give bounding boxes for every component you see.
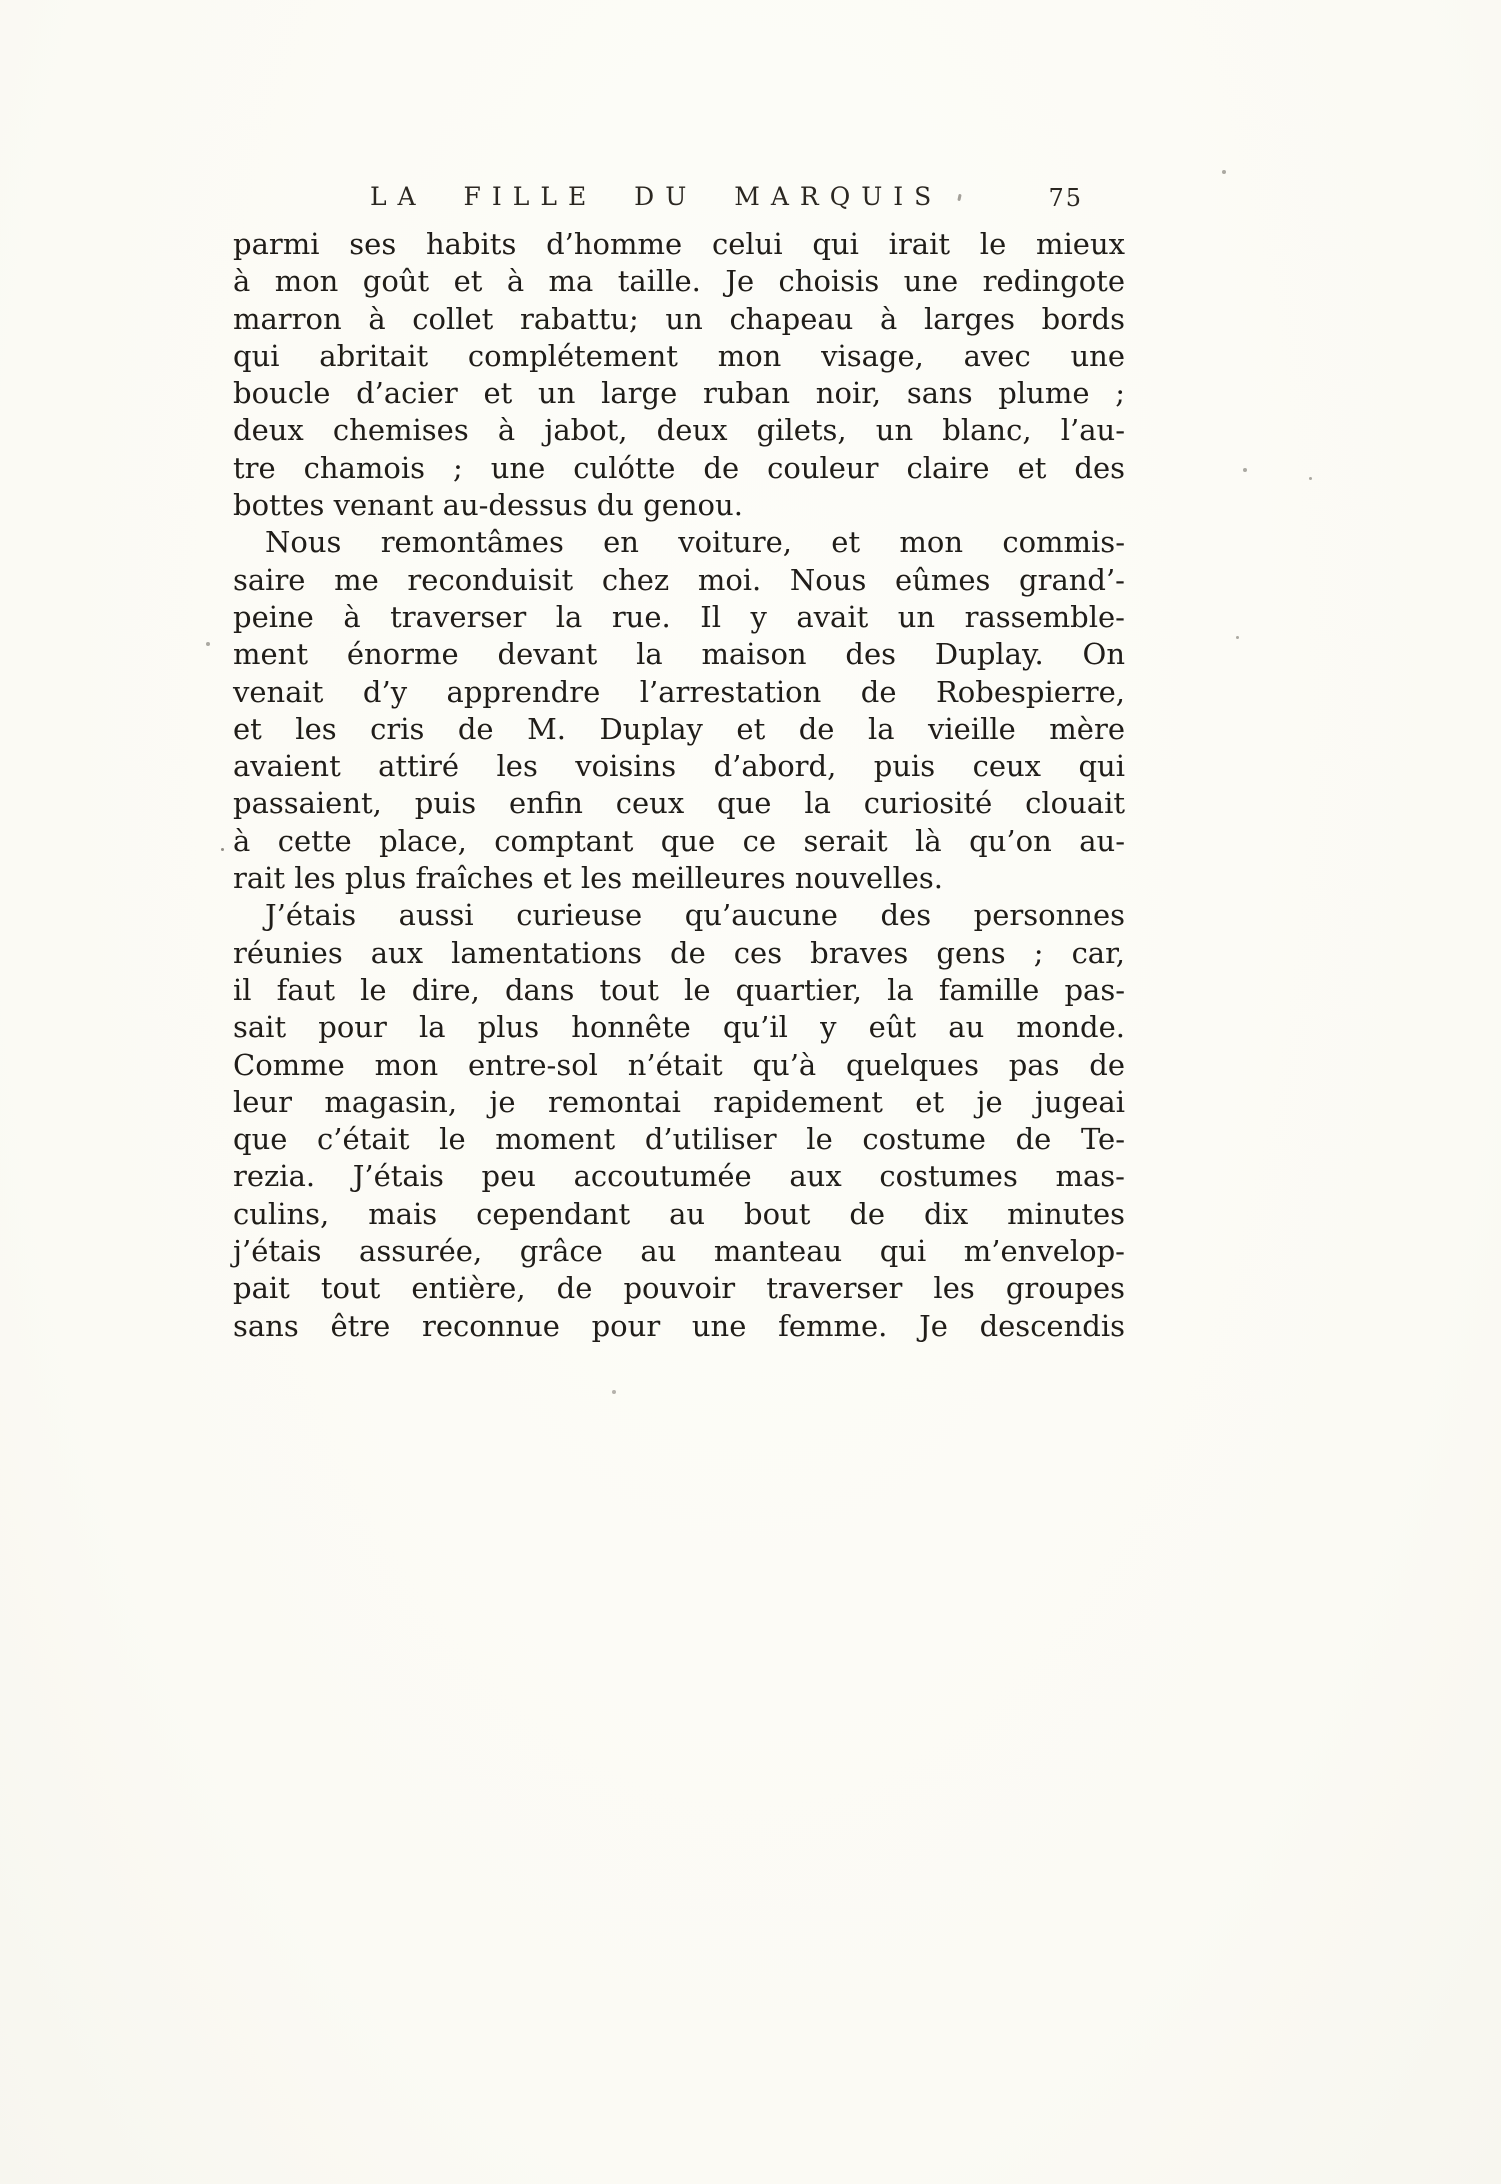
text-line: à mon goût et à ma taille. Je choisis une redingote	[233, 264, 1125, 299]
text-line: parmi ses habits d’homme celui qui irait le mieux	[233, 227, 1125, 261]
running-title: LA FILLE DU MARQUIS	[369, 182, 943, 211]
text-line: il faut le dire, dans tout le quartier, la famille pas-	[233, 972, 1125, 1007]
text-line: venait d’y apprendre l’arrestation de Robespierre,	[233, 674, 1125, 709]
text-line: leur magasin, je remontai rapidement et je jugeai	[233, 1084, 1125, 1119]
text-line: deux chemises à jabot, deux gilets, un blanc, l’au-	[233, 413, 1125, 448]
text-line: bottes venant au-dessus du genou.	[233, 488, 743, 523]
text-line: ment énorme devant la maison des Duplay. On	[233, 637, 1125, 672]
scan-speck	[1236, 636, 1239, 639]
paragraph-3	[233, 897, 1125, 1345]
scan-speck	[1243, 468, 1247, 472]
text-line: pait tout entière, de pouvoir traverser les groupes	[233, 1271, 1125, 1306]
text-line: Comme mon entre-sol n’était qu’à quelques pas de	[233, 1047, 1125, 1082]
paragraph-1	[233, 226, 1125, 524]
text-line: rait les plus fraîches et les meilleures nouvelles.	[233, 861, 943, 896]
text-line: culins, mais cependant au bout de dix minutes	[233, 1196, 1125, 1231]
scan-speck	[1222, 170, 1226, 174]
text-line: sans être reconnue pour une femme. Je descendis	[233, 1308, 1125, 1343]
text-block	[233, 226, 1125, 1345]
scan-speck	[612, 1390, 616, 1394]
text-line: réunies aux lamentations de ces braves gens ; car,	[233, 935, 1125, 970]
text-line: passaient, puis enfin ceux que la curiosité clouait	[233, 786, 1125, 821]
paragraph-2	[233, 524, 1125, 897]
text-line: que c’était le moment d’utiliser le costume de Te-	[233, 1122, 1125, 1157]
text-line: et les cris de M. Duplay et de la vieille mère	[233, 711, 1125, 746]
page-header	[233, 182, 1125, 220]
text-line: J’étais aussi curieuse qu’aucune des personnes	[265, 898, 1125, 933]
text-line: Nous remontâmes en voiture, et mon commis-	[265, 525, 1125, 560]
scan-speck	[221, 848, 224, 851]
scan-speck	[1309, 477, 1312, 480]
scan-speck	[206, 642, 210, 646]
text-line: j’étais assurée, grâce au manteau qui m’envelop-	[233, 1234, 1125, 1269]
text-line: qui abritait complétement mon visage, avec une	[233, 338, 1125, 373]
text-line: peine à traverser la rue. Il y avait un rassemble-	[233, 599, 1125, 634]
text-line: marron à collet rabattu; un chapeau à larges bords	[233, 301, 1125, 336]
text-line: avaient attiré les voisins d’abord, puis ceux qui	[233, 749, 1125, 784]
text-line: boucle d’acier et un large ruban noir, sans plume ;	[233, 376, 1125, 411]
page-number: 75	[1048, 184, 1083, 212]
text-line: à cette place, comptant que ce serait là qu’on au-	[233, 823, 1125, 858]
text-line: rezia. J’étais peu accoutumée aux costumes mas-	[233, 1159, 1125, 1194]
text-line: saire me reconduisit chez moi. Nous eûmes grand’-	[233, 562, 1125, 597]
text-line: sait pour la plus honnête qu’il y eût au monde.	[233, 1010, 1125, 1045]
text-line: tre chamois ; une culótte de couleur claire et des	[233, 450, 1125, 485]
